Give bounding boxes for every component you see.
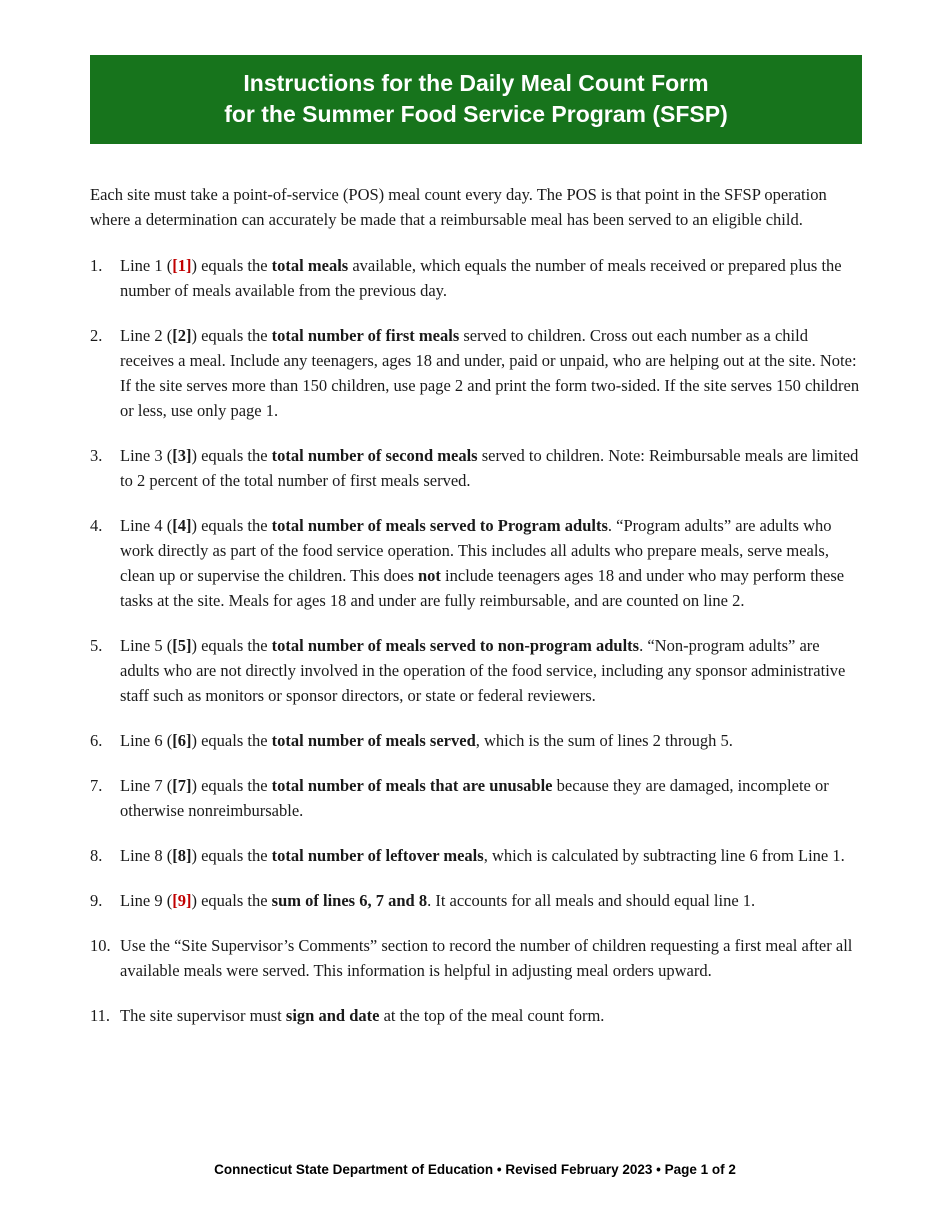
text-segment: Line 1 (: [120, 256, 173, 275]
text-segment: sign and date: [285, 1006, 380, 1025]
text-segment: ) equals the: [191, 891, 272, 910]
text-segment: at the top of the meal count form.: [379, 1006, 605, 1025]
text-segment: because they are damaged, incomplete or otherwise nonreimbursable.: [120, 776, 829, 820]
text-segment: The site supervisor must: [120, 1006, 286, 1025]
instruction-list: [90, 253, 862, 1028]
text-segment: Line 3 (: [120, 446, 173, 465]
text-segment: total number of leftover meals: [271, 846, 484, 865]
text-segment: Line 7 (: [120, 776, 173, 795]
text-segment: total meals: [271, 256, 349, 275]
intro-paragraph: Each site must take a point-of-service (POS) meal count every day. The POS is that point in the SFSP operation where a determination can accurately be made that a reimbursable meal has been served to an eligible child.: [90, 185, 827, 229]
document-title-line-2: for the Summer Food Service Program (SFSP): [224, 101, 728, 127]
text-segment: ) equals the: [191, 776, 272, 795]
list-item: [90, 253, 862, 303]
list-item-number: 11.: [90, 1006, 111, 1025]
list-item-number: 7.: [90, 776, 103, 795]
list-item: [90, 888, 862, 913]
text-segment: Line 9 (: [120, 891, 173, 910]
document-title-line-1: Instructions for the Daily Meal Count Form: [243, 70, 709, 96]
text-segment: Line 5 (: [120, 636, 173, 655]
text-segment: include teenagers ages 18 and under who may perform these tasks at the site. Meals for ages 18 and under are fully reimbursable, and are counted on line 2.: [120, 566, 845, 610]
text-segment: . “Non-program adults” are adults who are not directly involved in the operation of the food service, including any sponsor administrative staff such as monitors or sponsor directors, or state or federal reviewers.: [120, 636, 846, 705]
text-segment: [9]: [172, 891, 192, 910]
list-item-number: 3.: [90, 446, 103, 465]
text-segment: not: [418, 566, 441, 585]
list-item: [90, 1003, 862, 1028]
list-item-number: 2.: [90, 326, 103, 345]
list-item: [90, 323, 862, 423]
page-footer: Connecticut State Department of Education • Revised February 2023 • Page 1 of 2: [214, 1162, 736, 1177]
text-segment: ) equals the: [191, 731, 272, 750]
text-segment: , which is the sum of lines 2 through 5.: [475, 731, 733, 750]
text-segment: [3]: [172, 446, 192, 465]
list-item-number: 5.: [90, 636, 103, 655]
list-item: [90, 513, 862, 613]
text-segment: ) equals the: [191, 326, 272, 345]
text-segment: Use the “Site Supervisor’s Comments” section to record the number of children requesting a first meal after all available meals were served. This information is helpful in adjusting meal orders upward.: [120, 936, 853, 980]
text-segment: ) equals the: [191, 256, 272, 275]
text-segment: . “Program adults” are adults who work directly as part of the food service operation. This includes all adults who prepare meals, serve meals, clean up or supervise the children. This does: [120, 516, 832, 585]
text-segment: . It accounts for all meals and should equal line 1.: [427, 891, 756, 910]
text-segment: [8]: [172, 846, 192, 865]
list-item: [90, 728, 862, 753]
list-item-number: 10.: [90, 936, 111, 955]
text-segment: total number of first meals: [271, 326, 460, 345]
text-segment: ) equals the: [191, 446, 272, 465]
text-segment: [4]: [172, 516, 192, 535]
text-segment: total number of second meals: [271, 446, 478, 465]
text-segment: served to children. Cross out each number as a child receives a meal. Include any teenagers, ages 18 and under, paid or unpaid, who are helping out at the site. Note: If the site serves more than 150 children, use page 2 and print the form two-sided. If the site serves 150 children or less, use only page 1.: [120, 326, 860, 420]
list-item: [90, 933, 862, 983]
list-item-number: 8.: [90, 846, 103, 865]
list-item-number: 1.: [90, 256, 103, 275]
text-segment: total number of meals served to Program adults: [271, 516, 608, 535]
text-segment: [6]: [172, 731, 192, 750]
list-item-number: 9.: [90, 891, 103, 910]
text-segment: total number of meals that are unusable: [271, 776, 553, 795]
list-item: [90, 633, 862, 708]
text-segment: total number of meals served: [271, 731, 476, 750]
list-item-number: 4.: [90, 516, 103, 535]
text-segment: ) equals the: [191, 516, 272, 535]
text-segment: Line 6 (: [120, 731, 173, 750]
text-segment: ) equals the: [191, 636, 272, 655]
title-banner: [90, 55, 862, 144]
text-segment: Line 2 (: [120, 326, 173, 345]
text-segment: [1]: [172, 256, 192, 275]
text-segment: Line 8 (: [120, 846, 173, 865]
list-item: [90, 843, 862, 868]
text-segment: [7]: [172, 776, 192, 795]
text-segment: Line 4 (: [120, 516, 173, 535]
text-segment: , which is calculated by subtracting line 6 from Line 1.: [483, 846, 845, 865]
text-segment: served to children. Note: Reimbursable meals are limited to 2 percent of the total number of first meals served.: [120, 446, 859, 490]
text-segment: sum of lines 6, 7 and 8: [271, 891, 428, 910]
list-item: [90, 773, 862, 823]
text-segment: ) equals the: [191, 846, 272, 865]
text-segment: [5]: [172, 636, 192, 655]
list-item-number: 6.: [90, 731, 103, 750]
text-segment: available, which equals the number of meals received or prepared plus the number of meals available from the previous day.: [120, 256, 842, 300]
text-segment: total number of meals served to non-program adults: [271, 636, 640, 655]
text-segment: [2]: [172, 326, 192, 345]
list-item: [90, 443, 862, 493]
